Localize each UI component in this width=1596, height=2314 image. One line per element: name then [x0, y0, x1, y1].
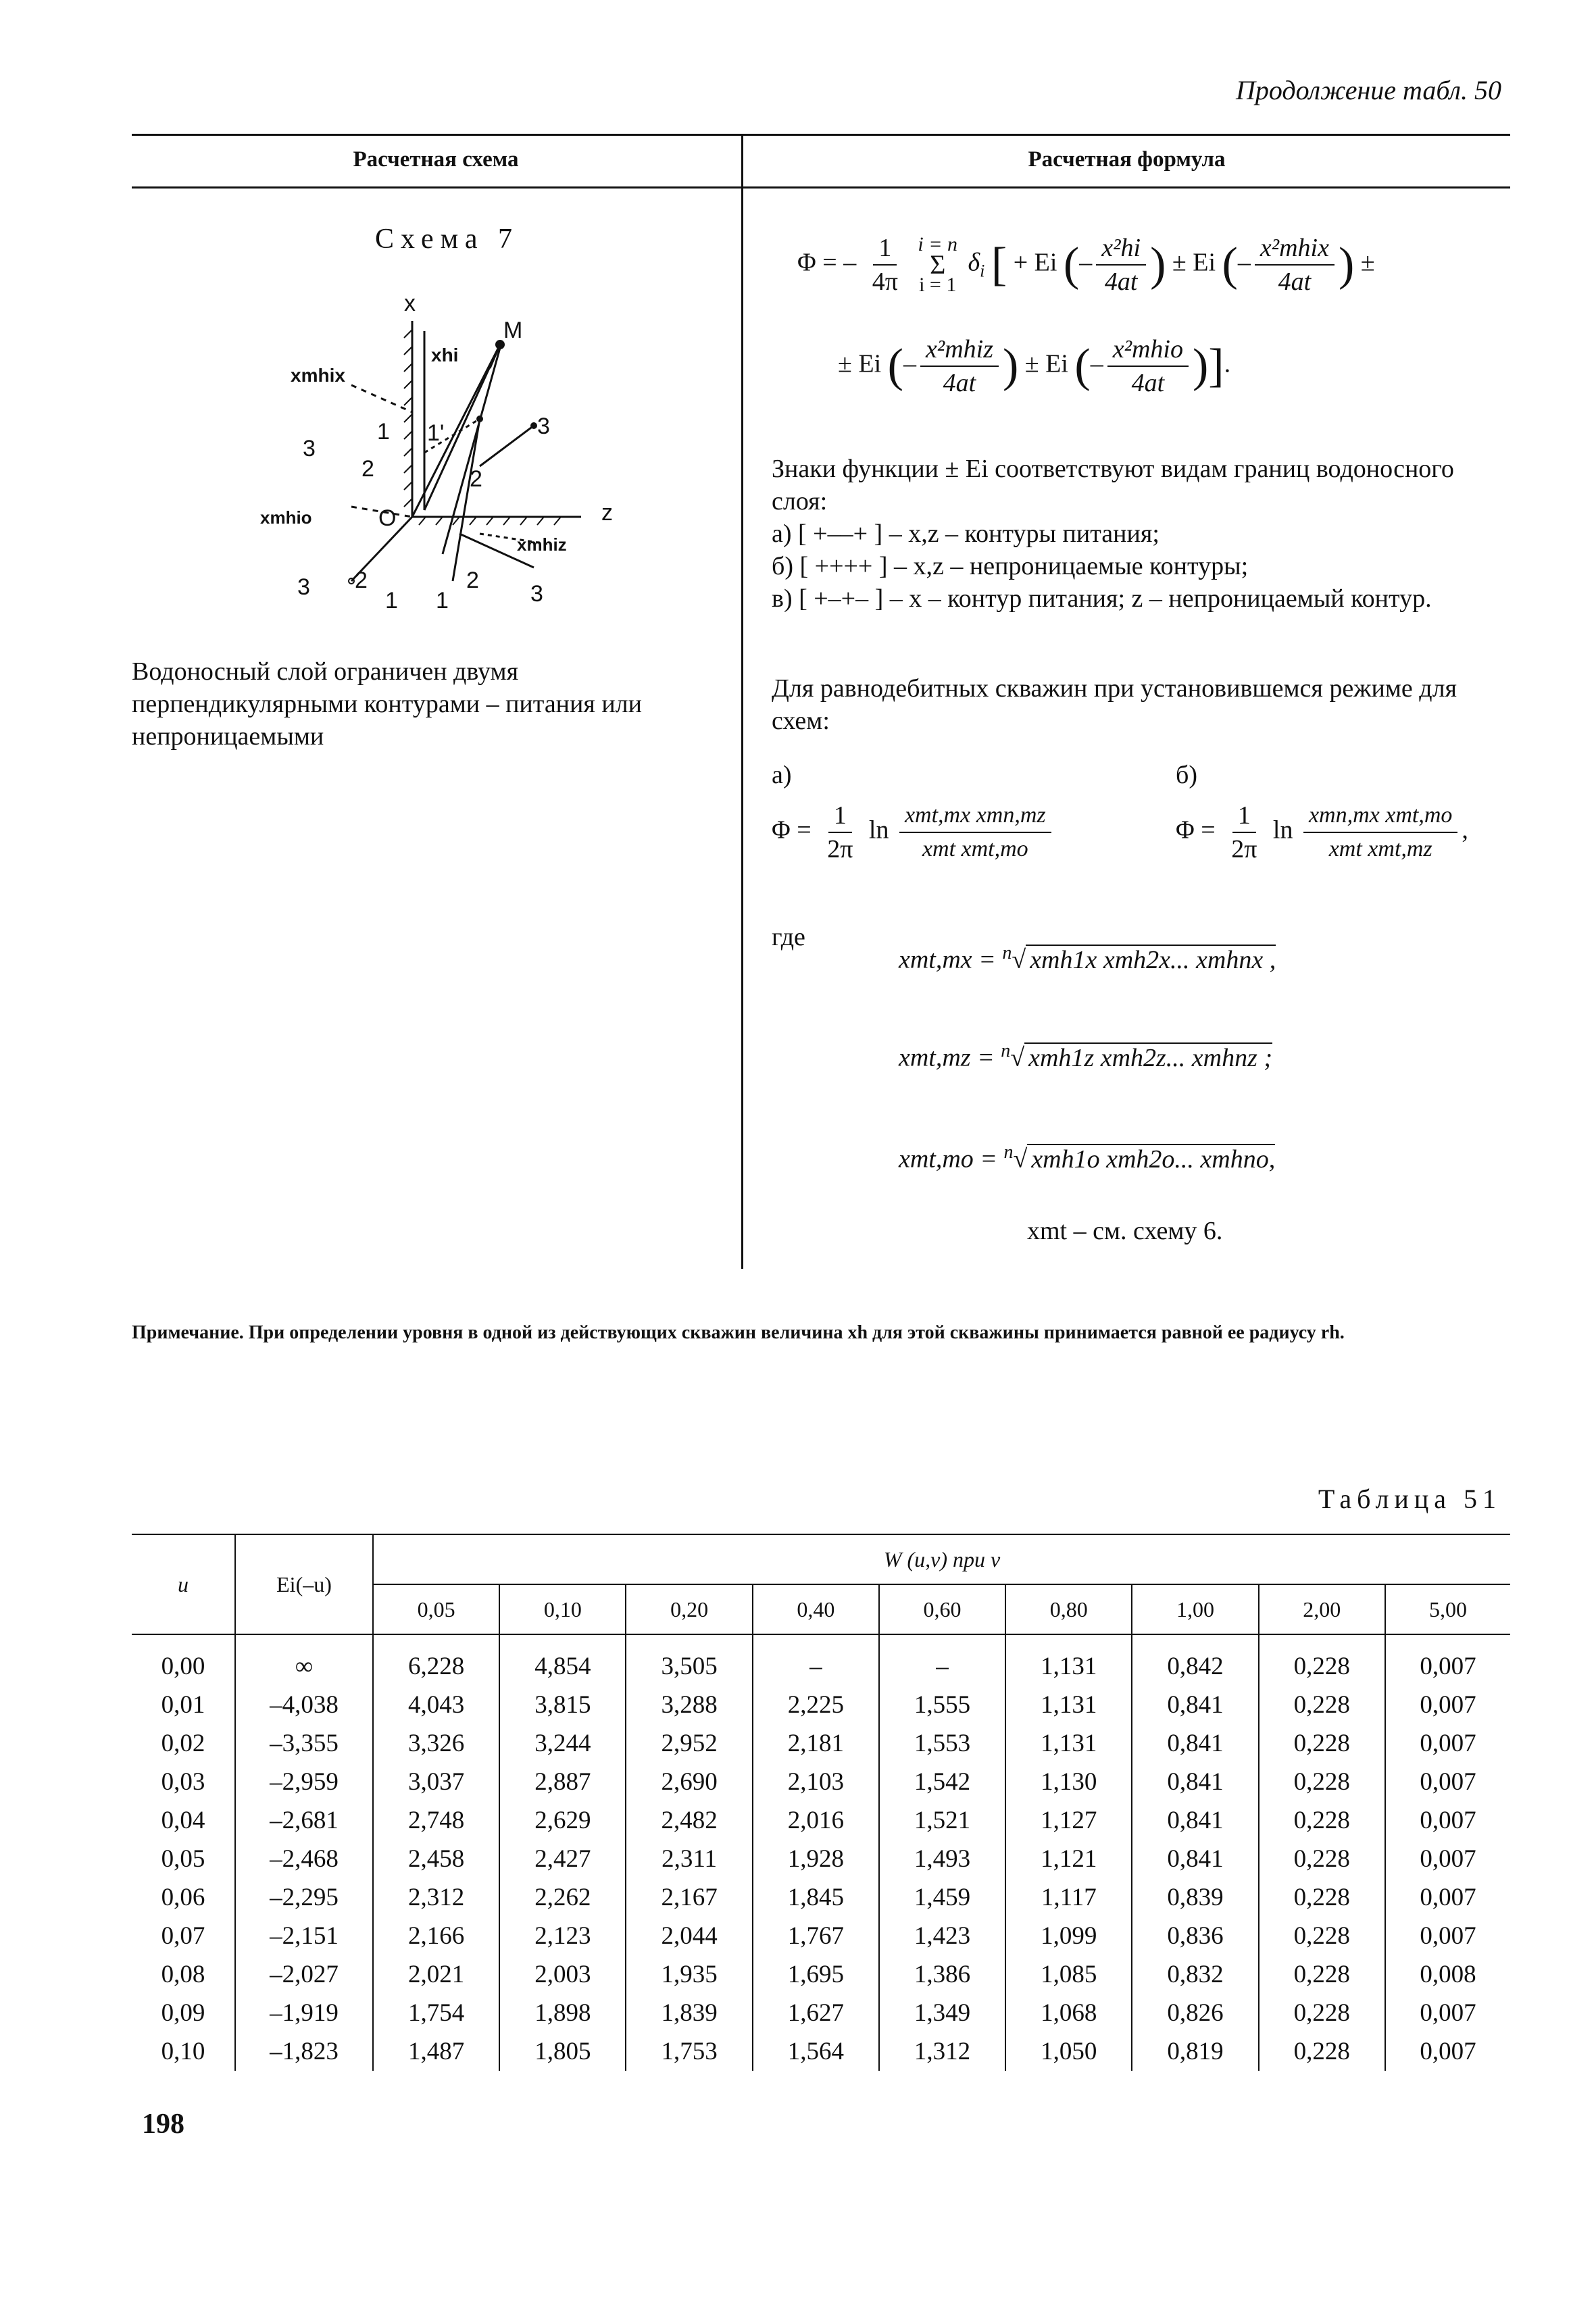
- cell-u: 0,06: [161, 1884, 205, 1911]
- cell-w: 1,068: [1005, 1994, 1132, 2032]
- cell-w: 1,564: [753, 2032, 879, 2071]
- cell-u: 0,10: [161, 2038, 205, 2065]
- table50-top-rule: [132, 134, 1510, 136]
- cell-w: 2,311: [626, 1840, 752, 1878]
- col-header-ei: Ei(–u): [235, 1534, 373, 1634]
- cell-w: 3,244: [499, 1724, 626, 1763]
- signs-intro: Знаки функции ± Ei соответствуют видам границ водоносного слоя:: [772, 455, 1454, 515]
- frac-xhi: [1096, 233, 1146, 297]
- cell-w: 1,627: [753, 1994, 879, 2032]
- col-header-v: 0,40: [753, 1584, 879, 1634]
- frac-num: 1: [873, 233, 897, 266]
- table-row: [132, 1634, 1510, 1686]
- cell-u: 0,09: [161, 1999, 205, 2027]
- table-row: [132, 1763, 1510, 1801]
- col-header-v: 0,20: [626, 1584, 752, 1634]
- cell-ei: ∞: [235, 1634, 373, 1686]
- cell-w: 1,521: [879, 1801, 1005, 1840]
- cell-w: 2,166: [373, 1917, 499, 1955]
- cell-w: 0,228: [1259, 1763, 1385, 1801]
- table-row: [132, 1917, 1510, 1955]
- fb-lhs: Φ =: [1176, 815, 1216, 845]
- label-1-upper: 1: [377, 419, 390, 445]
- cell-u: 0,00: [161, 1653, 205, 1680]
- cell-w: 0,228: [1259, 1878, 1385, 1917]
- cell-w: 1,553: [879, 1724, 1005, 1763]
- cell-w: 0,007: [1385, 1686, 1510, 1724]
- cell-w: 2,044: [626, 1917, 752, 1955]
- cell-w: 2,690: [626, 1763, 752, 1801]
- cell-u: 0,08: [161, 1961, 205, 1988]
- table51-title: Таблица 51: [1318, 1484, 1501, 1514]
- cell-w: 0,007: [1385, 1994, 1510, 2032]
- col-header-v: 2,00: [1259, 1584, 1385, 1634]
- formula-case-a: [772, 801, 1055, 864]
- cell-w: 1,349: [879, 1994, 1005, 2032]
- root-index: n: [1003, 1142, 1014, 1163]
- fb-ln-frac: [1303, 801, 1457, 864]
- cell-w: 1,127: [1005, 1801, 1132, 1840]
- label-xhi: xhi: [431, 345, 459, 366]
- cell-w: 4,043: [373, 1686, 499, 1724]
- cell-w: 0,228: [1259, 1840, 1385, 1878]
- col-header-v: 0,80: [1005, 1584, 1132, 1634]
- case-a-label: а): [772, 761, 792, 789]
- frac-num: x²mhiz: [920, 334, 999, 367]
- frac-den: 4π: [872, 268, 898, 296]
- sum-symbol: Σ: [930, 249, 946, 280]
- cell-w: 1,487: [373, 2032, 499, 2071]
- cell-w: 1,805: [499, 2032, 626, 2071]
- cell-w: 1,542: [879, 1763, 1005, 1801]
- cell-w: 0,228: [1259, 1724, 1385, 1763]
- radicand: xmh1x xmh2x... xmhnx ,: [1026, 945, 1276, 974]
- cell-w: 3,815: [499, 1686, 626, 1724]
- cell-w: –: [753, 1634, 879, 1686]
- table-row: [132, 1840, 1510, 1878]
- fa-frac: [822, 801, 858, 864]
- cell-w: 2,629: [499, 1801, 626, 1840]
- cell-ei: –4,038: [235, 1686, 373, 1724]
- cell-w: 2,482: [626, 1801, 752, 1840]
- col-header-v: 0,05: [373, 1584, 499, 1634]
- table-row: [132, 1801, 1510, 1840]
- cell-w: 0,228: [1259, 1634, 1385, 1686]
- table-row: [132, 1994, 1510, 2032]
- where-label: где: [772, 923, 805, 951]
- frac-den: 4at: [1278, 268, 1312, 296]
- col-header-v: 1,00: [1132, 1584, 1258, 1634]
- cell-w: 0,841: [1132, 1840, 1258, 1878]
- cell-w: 0,008: [1385, 1955, 1510, 1994]
- sign-case-a: а) [ +––+ ] – x,z – контуры питания;: [772, 520, 1159, 548]
- page-number: 198: [142, 2109, 184, 2140]
- axis-label-x: x: [404, 291, 416, 316]
- cell-ei: –2,027: [235, 1955, 373, 1994]
- def-lhs: xmt,mo =: [899, 1145, 997, 1174]
- cell-w: 1,555: [879, 1686, 1005, 1724]
- cell-w: 0,007: [1385, 1763, 1510, 1801]
- cell-w: 1,754: [373, 1994, 499, 2032]
- sum-top: i = n: [918, 233, 957, 255]
- cell-w: 0,841: [1132, 1686, 1258, 1724]
- pm-end: ±: [1360, 248, 1375, 277]
- cell-w: 2,887: [499, 1763, 626, 1801]
- cell-w: 1,085: [1005, 1955, 1132, 1994]
- cell-w: 0,841: [1132, 1724, 1258, 1763]
- sign-case-b: б) [ ++++ ] – x,z – непроницаемые контуры;: [772, 552, 1249, 580]
- radical-sign: √: [1013, 1145, 1028, 1174]
- cell-w: 2,016: [753, 1801, 879, 1840]
- cell-w: 0,841: [1132, 1763, 1258, 1801]
- def-lhs: xmt,mx =: [899, 945, 996, 974]
- col-header-v: 0,60: [879, 1584, 1005, 1634]
- cell-w: 1,493: [879, 1840, 1005, 1878]
- cell-ei: –2,468: [235, 1840, 373, 1878]
- cell-u: 0,05: [161, 1845, 205, 1873]
- label-xmhio: xmhio: [260, 507, 312, 528]
- cell-w: 2,021: [373, 1955, 499, 1994]
- main-formula-line1: Φ = – $\frac{1}{4\pi}$ i = n Σ i = 1 $\delta_i$ [ + Ei (– $\frac{\text{x²hi}}{4at}$ ) ± Ei (– $\frac{\text{x²mhix}}{4at}$ ) ±: [797, 233, 1375, 296]
- cell-w: 0,832: [1132, 1955, 1258, 1994]
- frac-xmhiz: [920, 334, 999, 398]
- cell-w: 0,007: [1385, 1634, 1510, 1686]
- cell-w: 1,753: [626, 2032, 752, 2071]
- equal-wells-text: Для равнодебитных скважин при установившемся режиме для схем:: [772, 674, 1457, 735]
- root-index: n: [1002, 942, 1012, 963]
- fb-ln: ln: [1272, 815, 1293, 845]
- cell-ei: –1,919: [235, 1994, 373, 2032]
- cell-w: 6,228: [373, 1634, 499, 1686]
- def-xmt-mo: [899, 1142, 1275, 1174]
- ei-term-4: ± Ei: [1024, 349, 1068, 378]
- col-header-scheme: Расчетная схема: [353, 147, 519, 172]
- cell-w: 0,007: [1385, 1801, 1510, 1840]
- case-b-label: б): [1176, 761, 1197, 789]
- frac-den: 4at: [1131, 369, 1165, 397]
- scheme-description: Водоносный слой ограничен двумя перпендикулярными контурами – питания или непроницаемыми: [132, 657, 642, 751]
- frac-1-over-4pi: [867, 233, 903, 297]
- cell-w: 0,007: [1385, 2032, 1510, 2071]
- table-row: [132, 2032, 1510, 2071]
- label-3-upper: 3: [303, 436, 316, 461]
- cell-w: 2,427: [499, 1840, 626, 1878]
- sum-operator: [918, 234, 957, 295]
- cell-u: 0,02: [161, 1730, 205, 1757]
- cell-w: 0,228: [1259, 2032, 1385, 2071]
- table-row: [132, 1686, 1510, 1724]
- cell-w: 0,842: [1132, 1634, 1258, 1686]
- cell-w: 0,228: [1259, 1686, 1385, 1724]
- cell-ei: –3,355: [235, 1724, 373, 1763]
- label-M: M: [503, 318, 523, 343]
- cell-w: 0,228: [1259, 1994, 1385, 2032]
- cell-w: 0,007: [1385, 1917, 1510, 1955]
- radical-sign: √: [1010, 1043, 1025, 1072]
- label-xmhiz: xmhiz: [517, 534, 567, 555]
- cell-w: 2,123: [499, 1917, 626, 1955]
- cell-w: 1,459: [879, 1878, 1005, 1917]
- table51-body: [132, 1634, 1510, 2071]
- cell-w: 1,898: [499, 1994, 626, 2032]
- cell-w: 1,130: [1005, 1763, 1132, 1801]
- cell-u: 0,01: [161, 1691, 205, 1719]
- def-xmt-mx: [899, 942, 1276, 975]
- col-header-u: u: [132, 1534, 235, 1634]
- cell-w: 4,854: [499, 1634, 626, 1686]
- delta-symbol: δ: [968, 248, 980, 277]
- cell-w: 1,386: [879, 1955, 1005, 1994]
- main-formula-line2: ± Ei (– $\frac{\text{x²mhiz}}{4at}$ ) ± Ei (– $\frac{\text{x²mhio}}{4at}$ )].: [838, 335, 1231, 397]
- label-2-mid: 2: [470, 466, 482, 492]
- label-O: O: [378, 505, 397, 531]
- label-1-lower-b: 1: [436, 588, 449, 613]
- table51: [132, 1534, 1510, 2071]
- cell-w: 1,117: [1005, 1878, 1132, 1917]
- sum-bottom: i = 1: [919, 274, 957, 296]
- cell-w: 0,841: [1132, 1801, 1258, 1840]
- frac-den: xmt xmt,mo: [922, 836, 1028, 861]
- radicand: xmh1z xmh2z... xmhnz ;: [1024, 1042, 1272, 1072]
- cell-w: 2,003: [499, 1955, 626, 1994]
- radical-sign: √: [1012, 945, 1026, 974]
- cell-w: 1,099: [1005, 1917, 1132, 1955]
- cell-w: 3,505: [626, 1634, 752, 1686]
- label-xmhix: xmhix: [291, 365, 345, 386]
- cell-w: 1,928: [753, 1840, 879, 1878]
- table-row: [132, 1724, 1510, 1763]
- cell-w: 2,312: [373, 1878, 499, 1917]
- cell-w: 0,007: [1385, 1840, 1510, 1878]
- col-header-v: 0,10: [499, 1584, 626, 1634]
- cell-w: 2,748: [373, 1801, 499, 1840]
- cell-ei: –2,295: [235, 1878, 373, 1917]
- xmt-reference: xmt – см. схему 6.: [1027, 1217, 1223, 1245]
- label-3-lower-left: 3: [297, 574, 310, 600]
- frac-num: 1: [1232, 801, 1256, 833]
- cell-ei: –1,823: [235, 2032, 373, 2071]
- fa-ln: ln: [868, 815, 889, 845]
- cell-w: 0,819: [1132, 2032, 1258, 2071]
- ei-term-3: ± Ei: [838, 349, 882, 378]
- fb-frac: [1226, 801, 1262, 864]
- cell-w: 2,225: [753, 1686, 879, 1724]
- cell-u: 0,07: [161, 1922, 205, 1950]
- label-3-lower-right: 3: [530, 581, 543, 607]
- frac-den: 2π: [827, 835, 853, 863]
- frac-num: x²hi: [1096, 233, 1146, 266]
- cell-w: 0,228: [1259, 1917, 1385, 1955]
- table-row: [132, 1878, 1510, 1917]
- frac-xmhio: [1107, 334, 1189, 398]
- label-1-prime: 1': [427, 420, 445, 446]
- table-note: Примечание. При определении уровня в одной из действующих скважин величина xh для этой скважины принимается равной ее радиусу rh.: [132, 1322, 1345, 1343]
- fb-end: ,: [1462, 815, 1468, 845]
- cell-w: 2,458: [373, 1840, 499, 1878]
- cell-w: 1,767: [753, 1917, 879, 1955]
- cell-w: 2,952: [626, 1724, 752, 1763]
- cell-w: 1,839: [626, 1994, 752, 2032]
- def-xmt-mz: [899, 1040, 1272, 1073]
- cell-ei: –2,681: [235, 1801, 373, 1840]
- cell-w: 1,131: [1005, 1724, 1132, 1763]
- cell-w: 2,262: [499, 1878, 626, 1917]
- frac-den: 4at: [1104, 268, 1138, 296]
- cell-w: 1,695: [753, 1955, 879, 1994]
- cell-w: 3,288: [626, 1686, 752, 1724]
- table50-column-divider: [741, 134, 743, 1269]
- col-header-v: 5,00: [1385, 1584, 1510, 1634]
- frac-num: x²mhio: [1107, 334, 1189, 367]
- cell-w: 1,131: [1005, 1634, 1132, 1686]
- cell-w: 1,935: [626, 1955, 752, 1994]
- scheme-title: Схема 7: [375, 224, 520, 255]
- frac-num: 1: [828, 801, 852, 833]
- cell-ei: –2,959: [235, 1763, 373, 1801]
- label-3-right: 3: [537, 413, 550, 439]
- scheme-7-diagram: [250, 284, 628, 622]
- root-index: n: [1001, 1040, 1011, 1061]
- label-2-lower-right: 2: [466, 568, 479, 593]
- formula-lhs: Φ = –: [797, 248, 857, 277]
- cell-w: 0,839: [1132, 1878, 1258, 1917]
- cell-w: 0,228: [1259, 1801, 1385, 1840]
- cell-w: 0,826: [1132, 1994, 1258, 2032]
- axis-label-z: z: [601, 500, 613, 526]
- frac-num: x²mhix: [1255, 233, 1335, 266]
- continuation-title: Продолжение табл. 50: [1235, 75, 1501, 105]
- cell-w: 0,007: [1385, 1878, 1510, 1917]
- cell-w: 3,326: [373, 1724, 499, 1763]
- cell-w: –: [879, 1634, 1005, 1686]
- cell-w: 1,121: [1005, 1840, 1132, 1878]
- frac-xmhix: [1255, 233, 1335, 297]
- fa-lhs: Φ =: [772, 815, 812, 845]
- col-header-group: W (u,v) при v: [373, 1534, 1510, 1584]
- cell-w: 1,845: [753, 1878, 879, 1917]
- cell-ei: –2,151: [235, 1917, 373, 1955]
- label-2-upper: 2: [361, 456, 374, 482]
- frac-num: xmn,mx xmt,mo: [1303, 801, 1457, 833]
- col-header-formula: Расчетная формула: [1028, 147, 1226, 172]
- signs-block: [772, 453, 1488, 615]
- cell-u: 0,04: [161, 1807, 205, 1834]
- cell-w: 1,050: [1005, 2032, 1132, 2071]
- cell-w: 2,167: [626, 1878, 752, 1917]
- label-2-lower: 2: [355, 568, 368, 593]
- frac-den: 2π: [1231, 835, 1257, 863]
- table50-header-rule: [132, 186, 1510, 188]
- cell-w: 1,312: [879, 2032, 1005, 2071]
- ei-term-2: ± Ei: [1172, 248, 1216, 277]
- label-1-lower-a: 1: [385, 588, 398, 613]
- ei-term-1: + Ei: [1013, 248, 1057, 277]
- cell-u: 0,03: [161, 1768, 205, 1796]
- cell-w: 1,423: [879, 1917, 1005, 1955]
- cell-w: 0,836: [1132, 1917, 1258, 1955]
- frac-den: xmt xmt,mz: [1328, 836, 1432, 861]
- cell-w: 0,228: [1259, 1955, 1385, 1994]
- frac-num: xmt,mx xmn,mz: [899, 801, 1051, 833]
- fa-ln-frac: [899, 801, 1051, 864]
- cell-w: 2,103: [753, 1763, 879, 1801]
- frac-den: 4at: [943, 369, 976, 397]
- radicand: xmh1o xmh2o... xmhno,: [1027, 1144, 1275, 1174]
- cell-w: 3,037: [373, 1763, 499, 1801]
- formula-case-b: [1176, 801, 1468, 864]
- cell-w: 0,007: [1385, 1724, 1510, 1763]
- cell-w: 2,181: [753, 1724, 879, 1763]
- def-lhs: xmt,mz =: [899, 1043, 995, 1072]
- table-row: [132, 1955, 1510, 1994]
- cell-w: 1,131: [1005, 1686, 1132, 1724]
- sign-case-c: в) [ +–+– ] – x – контур питания; z – непроницаемый контур.: [772, 584, 1432, 613]
